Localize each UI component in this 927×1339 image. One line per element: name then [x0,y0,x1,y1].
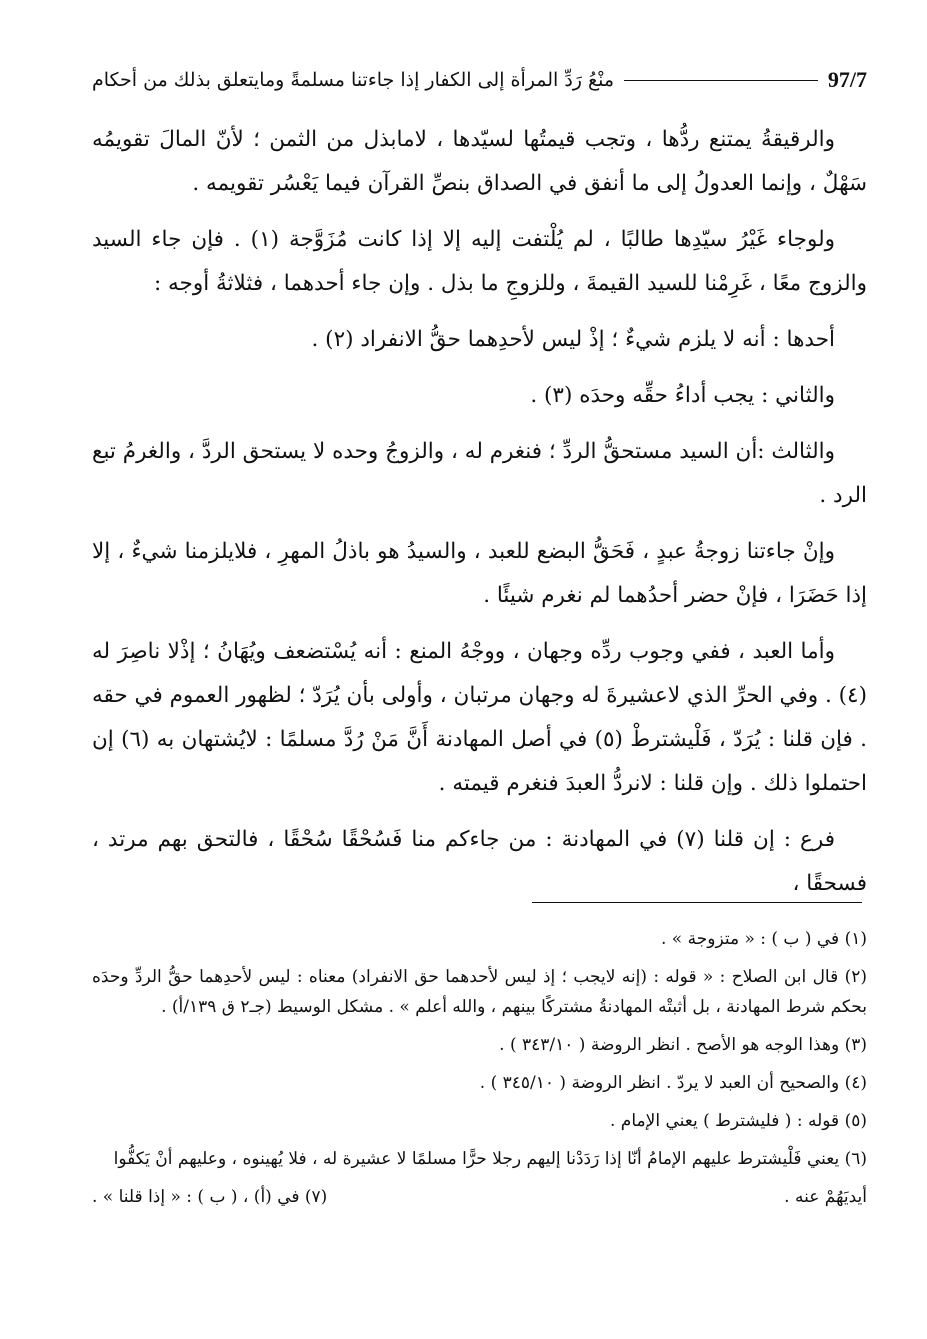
paragraph: أحدها : أنه لا يلزم شيءٌ ؛ إذْ ليس لأحدِهما حقُّ الانفراد (٢) . [311,327,835,352]
main-text [92,118,867,906]
footnote: (٥) قوله : ( فليشترط ) يعني الإمام . [610,1111,867,1131]
running-title: منْعُ رَدِّ المرأة إلى الكفار إذا جاءتنا مسلمةً ومايتعلق بذلك من أحكام [92,69,615,91]
paragraph: والرقيقةُ يمتنع ردُّها ، وتجب قيمتُها لسيّدها ، لامابذل من الثمن ؛ لأنّ المالَ تقويمُه سَهْلٌ ، وإنما العدولُ إلى ما أنفق في الصداق بنصِّ القرآن فيما يَعْسُر تقويمه . [92,127,867,196]
paragraph: وإنْ جاءتنا زوجةُ عبدٍ ، فَحَقُّ البضع للعبد ، والسيدُ هو باذلُ المهرِ ، فلايلزمنا شيءٌ ، إلا إذا حَضَرَا ، فإنْ حضر أحدُهما لم نغرم شيئًا . [92,539,867,608]
paragraph: وأما العبد ، ففي وجوب ردِّه وجهان ، ووجْهُ المنع : أنه يُسْتضعف ويُهَانُ ؛ إذْلا ناصِرَ له (٤) . وفي الحرِّ الذي لاعشيرةَ له وجهان مرتبان ، وأولى بأن يُرَدّ ؛ لظهور العموم في حقه . فإن قلنا : يُرَدّ ، فَلْيشترطْ (٥) في أصل المهادنة أَنَّ مَنْ رُدَّ مسلمًا : لايُشتهان به (٦) إن احتملوا ذلك . وإن قلنا : لانردُّ العبدَ فنغرم قيمته . [92,639,867,796]
footnote: (٦) يعني فَلْيشترط عليهم الإمامُ أنّا إذا رَدَدْنا إليهم رجلا حرًّا مسلمًا لا عشيرة له ، فلا يُهينوه ، وعليهم أنْ يَكفُّوا [113,1149,867,1169]
paragraph: والثاني : يجب أداءُ حقِّه وحدَه (٣) . [530,383,835,408]
header-rule [624,80,818,81]
footnote: (٣) وهذا الوجه هو الأصح . انظر الروضة ( ٣٤٣/١٠ ) . [499,1035,867,1055]
page-number: 97/7 [827,67,867,92]
footnote-row [92,1182,867,1212]
paragraph: والثالث :أن السيد مستحقُّ الردِّ ؛ فنغرم له ، والزوجُ وحده لا يستحق الردَّ ، والغرمُ تبع الرد . [92,439,867,508]
page-header [92,60,867,100]
footnote: (٢) قال ابن الصلاح : « قوله : (إنه لايجب ؛ إذ ليس لأحدهما حق الانفراد) معناه : ليس لأحدِهما حقُّ الردِّ وحدَه بحكم شرط المهادنة ، بل أثبتْه المهادنةُ مشتركًا بينهم ، والله أعلم » . مشكل الوسيط (جـ٢ ق ١٣٩/أ) . [92,967,867,1017]
footnote: (٧) في (أ) ، ( ب ) : « إذا قلنا » . [92,1187,328,1207]
footnote-continuation: أيديَهُمْ عنه . [784,1187,867,1207]
footnote-separator [532,902,862,903]
footnote: (٤) والصحيح أن العبد لا يردّ . انظر الروضة ( ٣٤٥/١٠ ) . [479,1073,867,1093]
footnote: (١) في ( ب ) : « متزوجة » . [661,929,867,949]
paragraph: فرع : إن قلنا (٧) في المهادنة : من جاءكم منا فَسُحْقًا سُحْقًا ، فالتحق بهم مرتد ، فسحقًا ، [92,827,867,896]
footnotes [92,924,867,1220]
paragraph: ولوجاء غَيْرُ سيّدِها طالبًا ، لم يُلْتفت إليه إلا إذا كانت مُزَوَّجة (١) . فإن جاء السيد والزوج معًا ، غَرِمْنا للسيد القيمةَ ، وللزوجِ ما بذل . وإن جاء أحدهما ، فثلاثةُ أوجه : [92,227,867,296]
